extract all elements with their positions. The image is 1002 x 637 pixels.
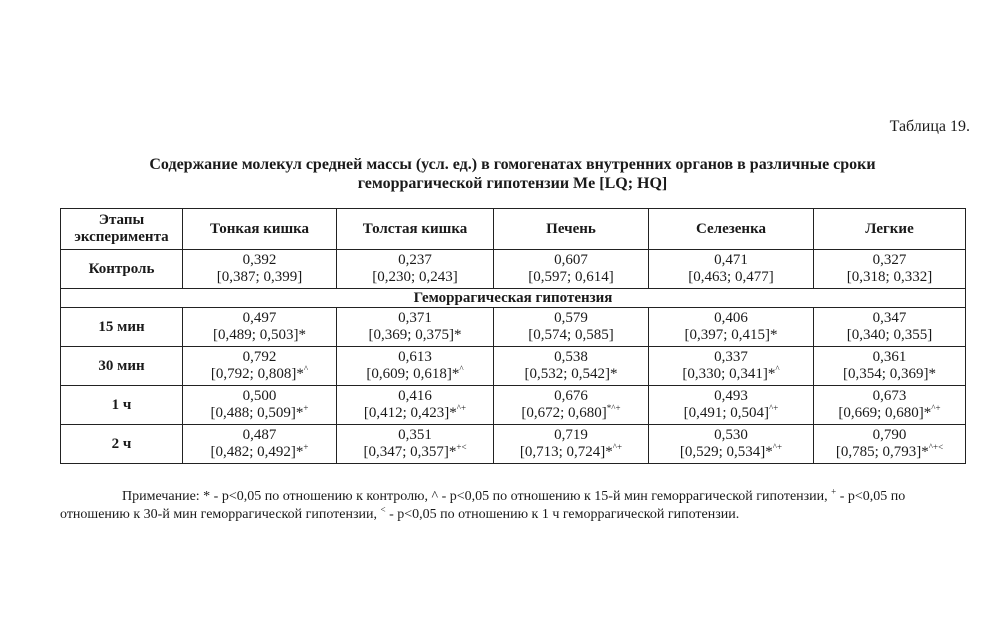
significance-marks: ^: [775, 364, 780, 374]
significance-marks: ^+: [931, 403, 941, 413]
value-cell: [814, 386, 966, 425]
quartile-range: [339, 269, 491, 286]
median-value: 0,579: [554, 310, 588, 326]
range-value: [0,463; 0,477]: [688, 269, 774, 285]
value-cell: [814, 425, 966, 464]
stage-cell: 30 мин: [61, 347, 183, 386]
value-cell: [494, 347, 649, 386]
quartile-range: [339, 405, 491, 422]
significance-marks: +: [303, 442, 309, 452]
quartile-range: [339, 366, 491, 383]
significance-marks: ^+: [769, 403, 779, 413]
quartile-range: [185, 366, 334, 383]
header-large-intestine: Толстая кишка: [337, 209, 494, 250]
range-value: [0,397; 0,415]*: [684, 327, 778, 343]
quartile-range: [816, 405, 963, 422]
value-cell: [649, 425, 814, 464]
range-value: [0,672; 0,680]: [521, 405, 607, 421]
header-stage-line-1: Этапы: [98, 212, 145, 228]
value-cell: [649, 250, 814, 289]
stage-cell: 15 мин: [61, 308, 183, 347]
value-cell: [337, 250, 494, 289]
range-value: [0,318; 0,332]: [846, 269, 933, 285]
median-value: 0,493: [714, 388, 748, 404]
range-value: [0,597; 0,614]: [528, 269, 614, 285]
header-small-intestine: Тонкая кишка: [183, 209, 337, 250]
range-value: [0,529; 0,534]*: [679, 444, 773, 460]
range-value: [0,669; 0,680]*: [838, 405, 932, 421]
table-row: [61, 308, 966, 347]
range-value: [0,412; 0,423]*: [363, 405, 457, 421]
significance-marks: +<: [456, 442, 467, 452]
value-cell: [183, 425, 337, 464]
stage-cell: Контроль: [61, 250, 183, 289]
range-value: [0,347; 0,357]*: [363, 444, 457, 460]
value-cell: [814, 250, 966, 289]
table-row: [61, 347, 966, 386]
quartile-range: [651, 366, 811, 383]
value-cell: [183, 347, 337, 386]
range-value: [0,369; 0,375]*: [368, 327, 462, 343]
value-cell: [494, 250, 649, 289]
significance-marks: ^+: [612, 442, 623, 452]
value-cell: [814, 308, 966, 347]
value-cell: [183, 250, 337, 289]
range-value: [0,488; 0,509]*: [210, 405, 304, 421]
range-value: [0,713; 0,724]*: [519, 444, 613, 460]
quartile-range: [496, 269, 646, 286]
header-stage: [61, 209, 183, 250]
quartile-range: [651, 269, 811, 286]
table-number: Таблица 19.: [889, 118, 970, 135]
range-value: [0,792; 0,808]*: [210, 366, 304, 382]
value-cell: [494, 308, 649, 347]
value-cell: [494, 386, 649, 425]
median-value: 0,337: [714, 349, 748, 365]
title-line-1: Содержание молекул средней массы (усл. ед.) в гомогенатах внутренних органов в различные сроки: [149, 156, 876, 173]
median-value: 0,351: [398, 427, 432, 443]
range-value: [0,230; 0,243]: [372, 269, 458, 285]
median-value: 0,406: [714, 310, 748, 326]
value-cell: [183, 386, 337, 425]
range-value: [0,609; 0,618]*: [366, 366, 460, 382]
value-cell: [337, 347, 494, 386]
quartile-range: [185, 327, 334, 344]
range-value: [0,482; 0,492]*: [210, 444, 304, 460]
range-value: [0,340; 0,355]: [846, 327, 933, 343]
significance-marks: ^+: [772, 442, 783, 452]
quartile-range: [339, 444, 491, 461]
value-cell: [183, 308, 337, 347]
quartile-range: [816, 269, 963, 286]
range-value: [0,491; 0,504]: [683, 405, 770, 421]
median-value: 0,416: [398, 388, 432, 404]
quartile-range: [185, 444, 334, 461]
stage-cell: 1 ч: [61, 386, 183, 425]
quartile-range: [496, 444, 646, 461]
header-row: [61, 209, 966, 250]
range-value: [0,574; 0,585]: [528, 327, 614, 343]
stage-cell: 2 ч: [61, 425, 183, 464]
footnote-part-2: - p<0,05 по отношению к 30-й мин геморрагической гипотензии,: [60, 489, 906, 522]
median-value: 0,530: [714, 427, 748, 443]
median-value: 0,676: [554, 388, 588, 404]
median-value: 0,673: [872, 388, 907, 404]
footnote: [60, 488, 975, 524]
header-liver: Печень: [494, 209, 649, 250]
value-cell: [649, 347, 814, 386]
significance-marks: ^: [459, 364, 464, 374]
median-value: 0,500: [242, 388, 277, 404]
median-value: 0,237: [398, 252, 432, 268]
footnote-plus-mark: +: [831, 486, 837, 497]
value-cell: [814, 347, 966, 386]
quartile-range: [816, 366, 963, 383]
range-value: [0,785; 0,793]*: [835, 444, 929, 460]
value-cell: [337, 308, 494, 347]
range-value: [0,489; 0,503]*: [213, 327, 306, 343]
significance-marks: ^: [303, 364, 309, 374]
data-table: [60, 208, 966, 464]
median-value: 0,471: [714, 252, 748, 268]
table-row: [61, 425, 966, 464]
quartile-range: [496, 405, 646, 422]
quartile-range: [816, 444, 963, 461]
median-value: 0,327: [872, 252, 907, 268]
median-value: 0,792: [242, 349, 277, 365]
table-row: [61, 250, 966, 289]
section-label: Геморрагическая гипотензия: [61, 289, 966, 308]
median-value: 0,790: [872, 427, 907, 443]
median-value: 0,607: [554, 252, 588, 268]
header-lungs: Легкие: [814, 209, 966, 250]
median-value: 0,487: [242, 427, 277, 443]
median-value: 0,361: [872, 349, 907, 365]
significance-marks: *^+: [606, 403, 621, 413]
median-value: 0,538: [554, 349, 588, 365]
quartile-range: [496, 366, 646, 383]
range-value: [0,387; 0,399]: [216, 269, 303, 285]
quartile-range: [339, 327, 491, 344]
footnote-part-3: - p<0,05 по отношению к 1 ч геморрагической гипотензии.: [385, 507, 740, 522]
range-value: [0,354; 0,369]*: [843, 366, 936, 382]
median-value: 0,371: [398, 310, 432, 326]
quartile-range: [496, 327, 646, 344]
significance-marks: ^+<: [928, 442, 944, 452]
value-cell: [649, 386, 814, 425]
footnote-less-mark: <: [380, 504, 386, 515]
value-cell: [494, 425, 649, 464]
value-cell: [649, 308, 814, 347]
median-value: 0,347: [872, 310, 907, 326]
value-cell: [337, 425, 494, 464]
median-value: 0,497: [242, 310, 277, 326]
table-row: [61, 386, 966, 425]
section-row: [61, 289, 966, 308]
median-value: 0,613: [398, 349, 432, 365]
header-stage-line-2: эксперимента: [74, 229, 169, 245]
median-value: 0,719: [554, 427, 588, 443]
median-value: 0,392: [242, 252, 277, 268]
title-line-2: геморрагической гипотензии Me [LQ; HQ]: [357, 175, 668, 192]
range-value: [0,330; 0,341]*: [682, 366, 776, 382]
quartile-range: [651, 444, 811, 461]
table-title: [60, 155, 965, 193]
quartile-range: [185, 269, 334, 286]
quartile-range: [651, 405, 811, 422]
quartile-range: [651, 327, 811, 344]
quartile-range: [816, 327, 963, 344]
value-cell: [337, 386, 494, 425]
significance-marks: ^+: [456, 403, 467, 413]
quartile-range: [185, 405, 334, 422]
range-value: [0,532; 0,542]*: [524, 366, 618, 382]
footnote-part-1: Примечание: * - p<0,05 по отношению к контролю, ^ - p<0,05 по отношению к 15-й мин геморрагической гипотензии,: [122, 489, 828, 504]
header-spleen: Селезенка: [649, 209, 814, 250]
significance-marks: +: [303, 403, 309, 413]
